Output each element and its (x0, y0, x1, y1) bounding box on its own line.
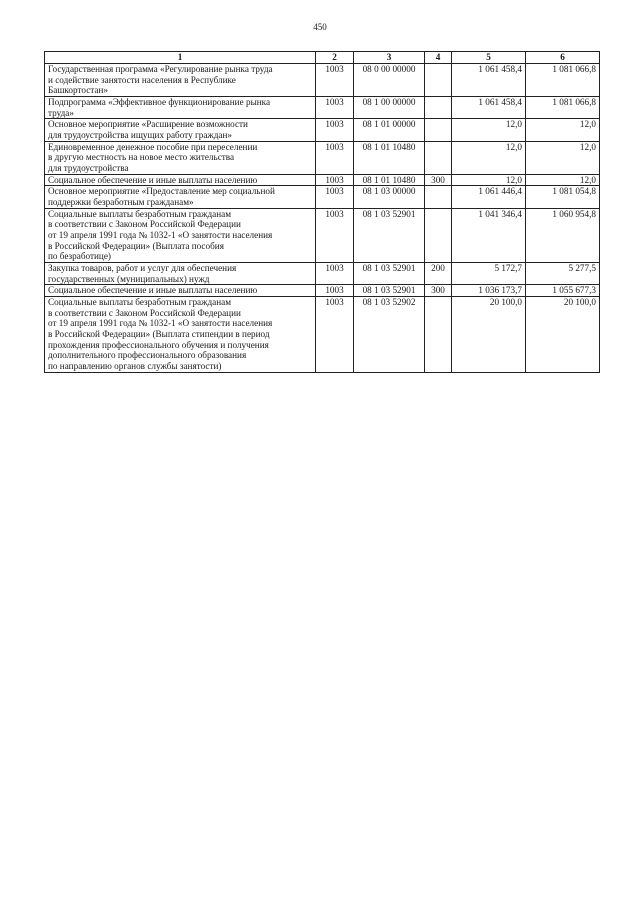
table-row (45, 263, 600, 285)
column-header: 2 (316, 52, 354, 64)
expense-type-code: 300 (425, 174, 452, 186)
expense-item-name-line: от 19 апреля 1991 года № 1032-1 «О занятости населения (48, 230, 273, 241)
expense-item-name-line: от 19 апреля 1991 года № 1032-1 «О занятости населения (48, 318, 273, 329)
expense-item-name-line: Социальные выплаты безработным гражданам (48, 208, 232, 219)
column-header: 6 (526, 52, 600, 64)
expense-item-name (45, 208, 316, 262)
amount-year-1: 12,0 (452, 141, 526, 174)
expense-type-code (425, 186, 452, 208)
section-code: 1003 (316, 186, 354, 208)
table-row (45, 208, 600, 262)
expense-item-name (45, 97, 316, 119)
expense-item-name (45, 297, 316, 373)
target-article-code: 08 0 00 00000 (354, 64, 425, 97)
expense-item-name (45, 141, 316, 174)
expense-type-code (425, 297, 452, 373)
table-row (45, 297, 600, 373)
target-article-code: 08 1 03 52901 (354, 208, 425, 262)
amount-year-2: 12,0 (526, 119, 600, 141)
expense-item-name (45, 64, 316, 97)
section-code: 1003 (316, 297, 354, 373)
section-code: 1003 (316, 263, 354, 285)
expense-item-name-line: прохождения профессионального обучения и получения (48, 339, 269, 350)
expense-type-code (425, 141, 452, 174)
expense-item-name-line: по безработице) (48, 251, 111, 262)
expense-item-name-line: труда» (48, 107, 74, 118)
table-header-row (45, 52, 600, 64)
expense-item-name (45, 119, 316, 141)
amount-year-1: 1 041 346,4 (452, 208, 526, 262)
expense-item-name-line: и содействие занятости населения в Республике (48, 74, 236, 85)
amount-year-1: 20 100,0 (452, 297, 526, 373)
budget-table (44, 51, 600, 373)
expense-item-name (45, 263, 316, 285)
expense-type-code (425, 208, 452, 262)
amount-year-2: 12,0 (526, 141, 600, 174)
expense-item-name (45, 174, 316, 186)
target-article-code: 08 1 01 10480 (354, 174, 425, 186)
expense-item-name-line: по направлению органов службы занятости) (48, 361, 222, 372)
section-code: 1003 (316, 64, 354, 97)
table-row (45, 64, 600, 97)
amount-year-1: 5 172,7 (452, 263, 526, 285)
target-article-code: 08 1 03 52901 (354, 263, 425, 285)
expense-item-name-line: Подпрограмма «Эффективное функционирование рынка (48, 97, 271, 108)
expense-item-name-line: в Российской Федерации» (Выплата пособия (48, 240, 224, 251)
expense-item-name-line: Башкортостан» (48, 85, 109, 96)
column-header: 3 (354, 52, 425, 64)
expense-type-code (425, 119, 452, 141)
expense-type-code (425, 64, 452, 97)
amount-year-2: 5 277,5 (526, 263, 600, 285)
expense-item-name-line: Основное мероприятие «Предоставление мер социальной (48, 186, 275, 197)
expense-item-name-line: Государственная программа «Регулирование рынка труда (48, 64, 273, 74)
expense-item-name-line: поддержки безработным гражданам» (48, 197, 194, 208)
expense-item-name-line: Социальные выплаты безработным гражданам (48, 297, 232, 308)
expense-item-name-line: Основное мероприятие «Расширение возможности (48, 119, 248, 130)
section-code: 1003 (316, 141, 354, 174)
table-body (45, 64, 600, 373)
expense-item-name-line: в другую местность на новое место жительства (48, 152, 235, 163)
table-row (45, 141, 600, 174)
expense-item-name-line: для трудоустройства ищущих работу граждан» (48, 130, 233, 141)
amount-year-2: 20 100,0 (526, 297, 600, 373)
section-code: 1003 (316, 97, 354, 119)
expense-item-name-line: в соответствии с Законом Российской Федерации (48, 307, 241, 318)
table-row (45, 119, 600, 141)
column-header: 1 (45, 52, 316, 64)
expense-type-code (425, 97, 452, 119)
amount-year-2: 1 055 677,3 (526, 285, 600, 297)
target-article-code: 08 1 01 00000 (354, 119, 425, 141)
amount-year-1: 12,0 (452, 174, 526, 186)
expense-item-name-line: для трудоустройства (48, 163, 129, 174)
amount-year-1: 1 036 173,7 (452, 285, 526, 297)
amount-year-1: 1 061 458,4 (452, 64, 526, 97)
expense-item-name-line: Социальное обеспечение и иные выплаты населению (48, 285, 258, 296)
amount-year-1: 1 061 458,4 (452, 97, 526, 119)
table-row (45, 186, 600, 208)
page-number: 450 (313, 22, 327, 32)
amount-year-2: 1 060 954,8 (526, 208, 600, 262)
amount-year-2: 1 081 066,8 (526, 64, 600, 97)
table-row (45, 285, 600, 297)
section-code: 1003 (316, 174, 354, 186)
expense-item-name-line: в соответствии с Законом Российской Федерации (48, 219, 241, 230)
amount-year-1: 1 061 446,4 (452, 186, 526, 208)
section-code: 1003 (316, 208, 354, 262)
section-code: 1003 (316, 119, 354, 141)
expense-item-name-line: Закупка товаров, работ и услуг для обеспечения (48, 263, 237, 274)
target-article-code: 08 1 03 52901 (354, 285, 425, 297)
target-article-code: 08 1 01 10480 (354, 141, 425, 174)
expense-item-name-line: Единовременное денежное пособие при переселении (48, 141, 258, 152)
expense-type-code: 300 (425, 285, 452, 297)
expense-item-name (45, 186, 316, 208)
expense-item-name-line: в Российской Федерации» (Выплата стипендии в период (48, 329, 270, 340)
amount-year-1: 12,0 (452, 119, 526, 141)
expense-item-name (45, 285, 316, 297)
target-article-code: 08 1 03 52902 (354, 297, 425, 373)
column-header: 5 (452, 52, 526, 64)
amount-year-2: 1 081 054,8 (526, 186, 600, 208)
expense-item-name-line: государственных (муниципальных) нужд (48, 273, 210, 284)
target-article-code: 08 1 00 00000 (354, 97, 425, 119)
expense-type-code: 200 (425, 263, 452, 285)
table-row (45, 174, 600, 186)
target-article-code: 08 1 03 00000 (354, 186, 425, 208)
table-row (45, 97, 600, 119)
expense-item-name-line: дополнительного профессионального образования (48, 350, 247, 361)
amount-year-2: 12,0 (526, 174, 600, 186)
amount-year-2: 1 081 066,8 (526, 97, 600, 119)
column-header: 4 (425, 52, 452, 64)
expense-item-name-line: Социальное обеспечение и иные выплаты населению (48, 174, 258, 185)
section-code: 1003 (316, 285, 354, 297)
